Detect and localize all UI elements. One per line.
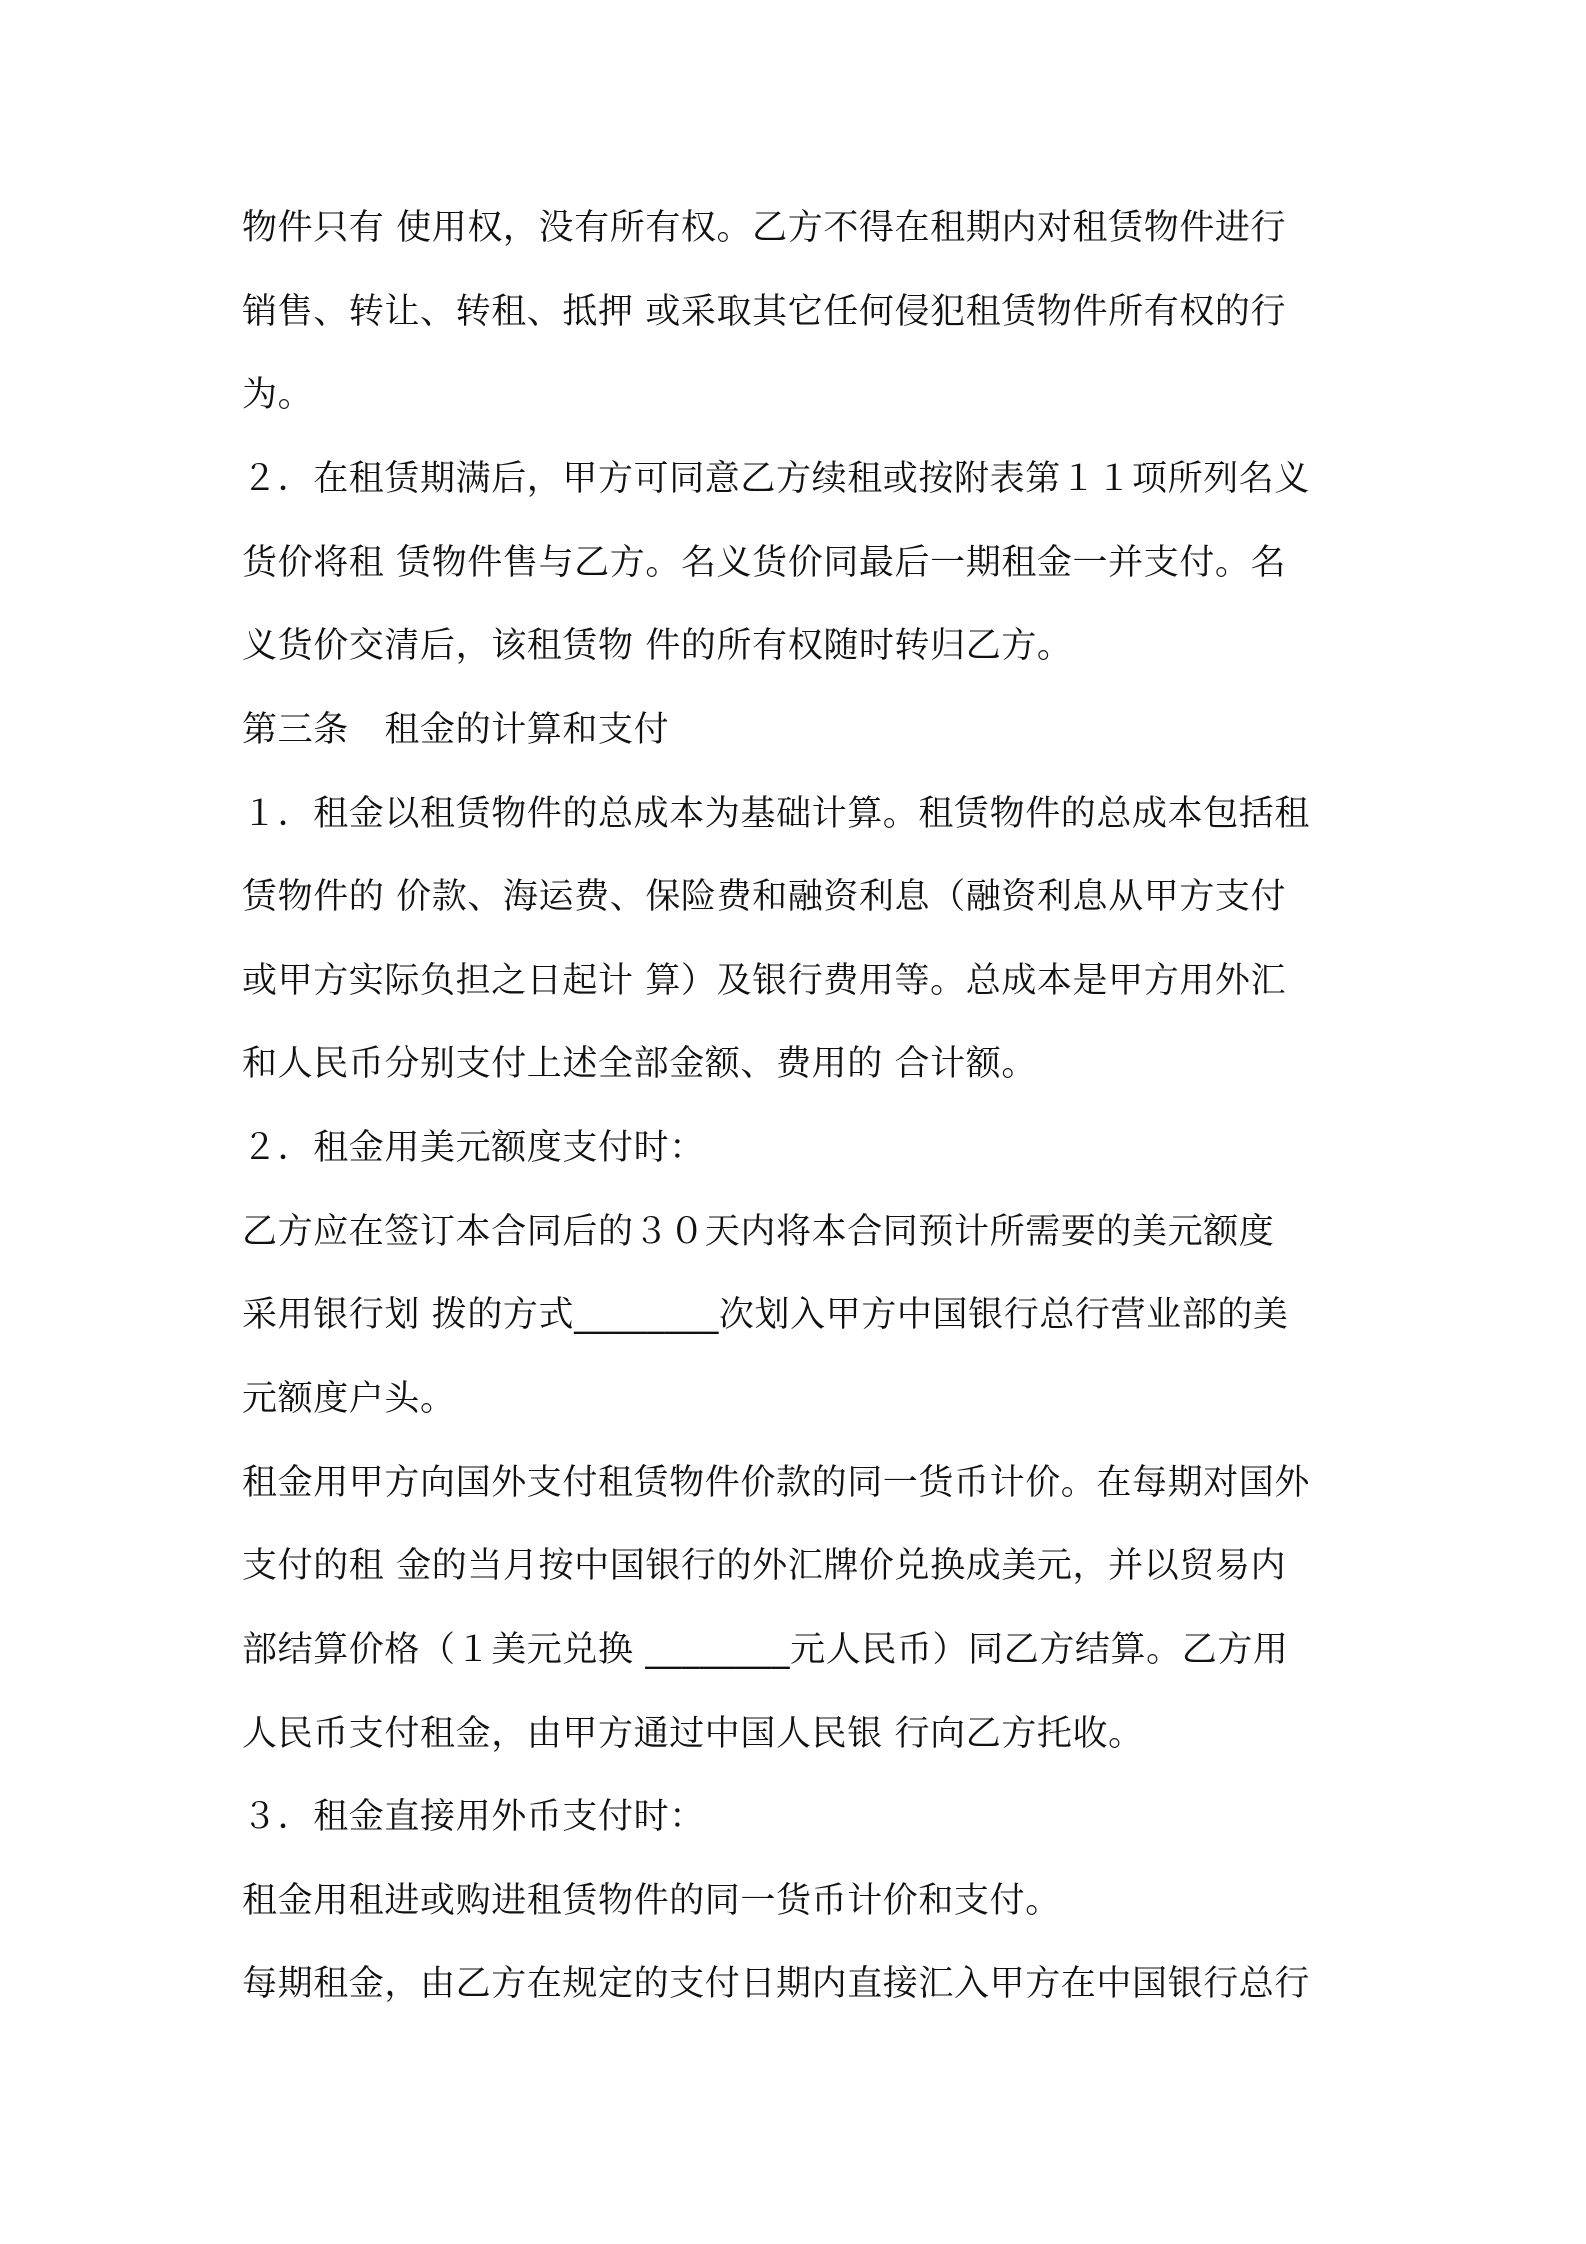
text-line-9: 赁物件的 价款、海运费、保险费和融资利息（融资利息从甲方支付	[242, 877, 1287, 917]
text-line-6: 义货价交清后，该租赁物 件的所有权随时转归乙方。	[242, 626, 1073, 666]
text-line-1: 物件只有 使用权，没有所有权。乙方不得在租期内对租赁物件进行	[242, 208, 1287, 248]
text-line-18: 部结算价格（１美元兑换 ________元人民币）同乙方结算。乙方用	[242, 1630, 1289, 1670]
text-line-3: 为。	[242, 375, 314, 415]
section-heading: 第三条 租金的计算和支付	[242, 710, 670, 750]
text-line-19: 人民币支付租金，由甲方通过中国人民银 行向乙方托收。	[242, 1714, 1144, 1754]
text-line-12: ２．租金用美元额度支付时：	[242, 1128, 705, 1168]
text-line-4: ２．在租赁期满后，甲方可同意乙方续租或按附表第１１项所列名义	[242, 459, 1311, 499]
text-line-15: 元额度户头。	[242, 1379, 456, 1419]
text-line-16: 租金用甲方向国外支付租赁物件价款的同一货币计价。在每期对国外	[242, 1463, 1311, 1503]
text-line-11: 和人民币分别支付上述全部金额、费用的 合计额。	[242, 1044, 1037, 1084]
text-line-17: 支付的租 金的当月按中国银行的外汇牌价兑换成美元，并以贸易内	[242, 1546, 1287, 1586]
text-line-2: 销售、转让、转租、抵押 或采取其它任何侵犯租赁物件所有权的行	[242, 292, 1287, 332]
text-line-20: ３．租金直接用外币支付时：	[242, 1797, 705, 1837]
text-line-13: 乙方应在签订本合同后的３０天内将本合同预计所需要的美元额度	[242, 1212, 1275, 1252]
text-line-21: 租金用租进或购进租赁物件的同一货币计价和支付。	[242, 1881, 1061, 1921]
text-line-14: 采用银行划 拨的方式________次划入甲方中国银行总行营业部的美	[242, 1295, 1289, 1335]
text-line-8: １．租金以租赁物件的总成本为基础计算。租赁物件的总成本包括租	[242, 794, 1311, 834]
text-line-22: 每期租金，由乙方在规定的支付日期内直接汇入甲方在中国银行总行	[242, 1964, 1311, 2004]
text-line-10: 或甲方实际负担之日起计 算）及银行费用等。总成本是甲方用外汇	[242, 961, 1287, 1001]
text-line-5: 货价将租 赁物件售与乙方。名义货价同最后一期租金一并支付。名	[242, 543, 1287, 583]
